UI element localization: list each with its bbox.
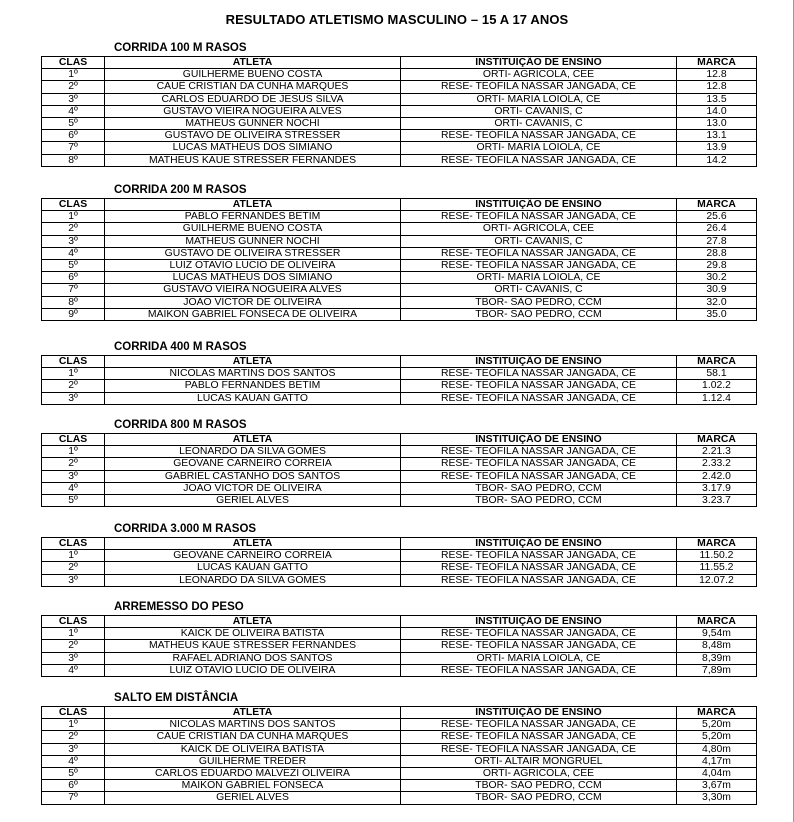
cell-marca: 2.33.2 <box>677 458 757 470</box>
results-table <box>41 706 757 805</box>
column-header-atleta: ATLETA <box>105 434 401 446</box>
cell-marca: 14.2 <box>677 154 757 166</box>
event-section <box>41 41 756 167</box>
cell-instituicao: TBOR- SÃO PEDRO, CCM <box>401 792 677 804</box>
table-row <box>42 235 757 247</box>
cell-clas: 3º <box>42 235 105 247</box>
cell-atleta: LUCAS KAUAN GATTO <box>105 562 401 574</box>
cell-instituicao: RESE- TEÓFILA NASSAR JANGADA, CE <box>401 470 677 482</box>
cell-atleta: LUIZ OTAVIO LUCIO DE OLIVEIRA <box>105 664 401 676</box>
table-row <box>42 550 757 562</box>
cell-clas: 6º <box>42 130 105 142</box>
results-table <box>41 56 757 167</box>
cell-clas: 3º <box>42 652 105 664</box>
cell-marca: 3.17.9 <box>677 482 757 494</box>
cell-clas: 6º <box>42 272 105 284</box>
cell-atleta: CAUÊ CRISTIAN DA CUNHA MARQUES <box>105 731 401 743</box>
cell-atleta: GUILHERME BUENO COSTA <box>105 69 401 81</box>
cell-marca: 8,48m <box>677 640 757 652</box>
cell-clas: 3º <box>42 93 105 105</box>
cell-clas: 2º <box>42 562 105 574</box>
cell-instituicao: ORTI- AGRICOLA, CEE <box>401 767 677 779</box>
cell-marca: 9,54m <box>677 628 757 640</box>
cell-marca: 8,39m <box>677 652 757 664</box>
cell-instituicao: RESE- TEÓFILA NASSAR JANGADA, CE <box>401 664 677 676</box>
table-header-row <box>42 616 757 628</box>
cell-clas: 6º <box>42 780 105 792</box>
cell-clas: 8º <box>42 296 105 308</box>
cell-clas: 1º <box>42 550 105 562</box>
table-row <box>42 792 757 804</box>
table-row <box>42 142 757 154</box>
results-table <box>41 615 757 677</box>
cell-marca: 1.02.2 <box>677 380 757 392</box>
event-section <box>41 522 756 587</box>
cell-marca: 13.0 <box>677 117 757 129</box>
event-title: CORRIDA 100 M RASOS <box>114 42 247 54</box>
table-row <box>42 719 757 731</box>
event-title: CORRIDA 200 M RASOS <box>114 184 247 196</box>
cell-instituicao: RESE- TEÓFILA NASSAR JANGADA, CE <box>401 743 677 755</box>
column-header-clas: CLAS <box>42 538 105 550</box>
cell-instituicao: ORTI- MARIA LOIOLA, CE <box>401 652 677 664</box>
event-section <box>41 183 756 321</box>
cell-marca: 25.6 <box>677 211 757 223</box>
table-row <box>42 154 757 166</box>
table-row <box>42 562 757 574</box>
cell-clas: 4º <box>42 247 105 259</box>
table-row <box>42 767 757 779</box>
cell-marca: 4,80m <box>677 743 757 755</box>
cell-clas: 3º <box>42 743 105 755</box>
column-header-clas: CLAS <box>42 356 105 368</box>
column-header-marca: MARCA <box>677 538 757 550</box>
cell-atleta: GUSTAVO VIEIRA NOGUEIRA ALVES <box>105 105 401 117</box>
cell-marca: 5,20m <box>677 731 757 743</box>
column-header-atleta: ATLETA <box>105 538 401 550</box>
cell-marca: 4,04m <box>677 767 757 779</box>
column-header-marca: MARCA <box>677 356 757 368</box>
table-row <box>42 470 757 482</box>
event-section <box>41 600 756 677</box>
cell-marca: 3.23.7 <box>677 494 757 506</box>
column-header-atleta: ATLETA <box>105 707 401 719</box>
cell-clas: 2º <box>42 380 105 392</box>
table-row <box>42 574 757 586</box>
results-table <box>41 355 757 405</box>
cell-clas: 9º <box>42 308 105 320</box>
cell-instituicao: RESE- TEÓFILA NASSAR JANGADA, CE <box>401 458 677 470</box>
column-header-atleta: ATLETA <box>105 356 401 368</box>
cell-clas: 2º <box>42 640 105 652</box>
column-header-atleta: ATLETA <box>105 616 401 628</box>
table-row <box>42 247 757 259</box>
cell-instituicao: RESE- TEÓFILA NASSAR JANGADA, CE <box>401 81 677 93</box>
cell-instituicao: ORTI- MARIA LOIOLA, CE <box>401 142 677 154</box>
cell-instituicao: TBOR- SÃO PEDRO, CCM <box>401 482 677 494</box>
cell-marca: 29.8 <box>677 259 757 271</box>
cell-marca: 2.21.3 <box>677 446 757 458</box>
cell-instituicao: ORTI- ALTAIR MONGRUEL <box>401 755 677 767</box>
table-row <box>42 93 757 105</box>
cell-instituicao: TBOR- SÃO PEDRO, CCM <box>401 296 677 308</box>
cell-marca: 11.55.2 <box>677 562 757 574</box>
cell-marca: 7,89m <box>677 664 757 676</box>
cell-atleta: NICOLAS MARTINS DOS SANTOS <box>105 368 401 380</box>
table-row <box>42 223 757 235</box>
column-header-clas: CLAS <box>42 199 105 211</box>
cell-marca: 28.8 <box>677 247 757 259</box>
cell-atleta: LUCAS MATHEUS DOS SIMIANO <box>105 142 401 154</box>
column-header-clas: CLAS <box>42 434 105 446</box>
cell-marca: 13.5 <box>677 93 757 105</box>
cell-clas: 3º <box>42 574 105 586</box>
cell-atleta: GERIEL ALVES <box>105 494 401 506</box>
cell-atleta: GUILHERME BUENO COSTA <box>105 223 401 235</box>
cell-instituicao: RESE- TEÓFILA NASSAR JANGADA, CE <box>401 368 677 380</box>
table-row <box>42 308 757 320</box>
cell-atleta: LEONARDO DA SILVA GOMES <box>105 446 401 458</box>
cell-instituicao: RESE- TEÓFILA NASSAR JANGADA, CE <box>401 130 677 142</box>
cell-instituicao: ORTI- CAVANIS, C <box>401 235 677 247</box>
cell-clas: 1º <box>42 628 105 640</box>
cell-marca: 12.07.2 <box>677 574 757 586</box>
cell-atleta: GEOVANE CARNEIRO CORREIA <box>105 550 401 562</box>
table-header-row <box>42 538 757 550</box>
table-row <box>42 368 757 380</box>
cell-instituicao: TBOR- SÃO PEDRO, CCM <box>401 494 677 506</box>
cell-instituicao: ORTI- AGRICOLA, CEE <box>401 69 677 81</box>
cell-atleta: MAIKON GABRIEL FONSECA <box>105 780 401 792</box>
cell-atleta: RAFAEL ADRIANO DOS SANTOS <box>105 652 401 664</box>
cell-clas: 5º <box>42 494 105 506</box>
table-header-row <box>42 434 757 446</box>
cell-instituicao: RESE- TEÓFILA NASSAR JANGADA, CE <box>401 392 677 404</box>
cell-atleta: LEONARDO DA SILVA GOMES <box>105 574 401 586</box>
results-table <box>41 433 757 507</box>
cell-clas: 5º <box>42 767 105 779</box>
cell-atleta: GUSTAVO VIEIRA NOGUEIRA ALVES <box>105 284 401 296</box>
cell-marca: 26.4 <box>677 223 757 235</box>
cell-clas: 5º <box>42 259 105 271</box>
table-row <box>42 628 757 640</box>
cell-clas: 1º <box>42 368 105 380</box>
cell-atleta: GUSTAVO DE OLIVEIRA STRESSER <box>105 247 401 259</box>
table-header-row <box>42 707 757 719</box>
cell-clas: 3º <box>42 470 105 482</box>
table-row <box>42 640 757 652</box>
document-title: RESULTADO ATLETISMO MASCULINO – 15 A 17 ANOS <box>225 12 569 27</box>
cell-atleta: KAICK DE OLIVEIRA BATISTA <box>105 628 401 640</box>
cell-marca: 5,20m <box>677 719 757 731</box>
column-header-marca: MARCA <box>677 434 757 446</box>
cell-instituicao: TBOR- SÃO PEDRO, CCM <box>401 308 677 320</box>
cell-marca: 2.42.0 <box>677 470 757 482</box>
cell-marca: 32.0 <box>677 296 757 308</box>
cell-clas: 7º <box>42 284 105 296</box>
cell-marca: 35.0 <box>677 308 757 320</box>
cell-atleta: LUCAS MATHEUS DOS SIMIANO <box>105 272 401 284</box>
table-header-row <box>42 199 757 211</box>
cell-instituicao: RESE- TEÓFILA NASSAR JANGADA, CE <box>401 719 677 731</box>
cell-clas: 1º <box>42 719 105 731</box>
cell-instituicao: RESE- TEÓFILA NASSAR JANGADA, CE <box>401 731 677 743</box>
results-table <box>41 537 757 587</box>
table-row <box>42 69 757 81</box>
cell-instituicao: RESE- TEÓFILA NASSAR JANGADA, CE <box>401 446 677 458</box>
cell-atleta: LUCAS KAUAN GATTO <box>105 392 401 404</box>
cell-clas: 2º <box>42 223 105 235</box>
event-title: CORRIDA 800 M RASOS <box>114 419 247 431</box>
cell-atleta: MATHEUS GUNNER NOCHI <box>105 117 401 129</box>
cell-clas: 4º <box>42 482 105 494</box>
cell-instituicao: RESE- TEÓFILA NASSAR JANGADA, CE <box>401 640 677 652</box>
column-header-marca: MARCA <box>677 57 757 69</box>
column-header-instituicao: INSTITUIÇÃO DE ENSINO <box>401 57 677 69</box>
cell-atleta: MATHEUS GUNNER NOCHI <box>105 235 401 247</box>
cell-marca: 12.8 <box>677 81 757 93</box>
cell-atleta: LUIZ OTAVIO LUCIO DE OLIVEIRA <box>105 259 401 271</box>
column-header-instituicao: INSTITUIÇÃO DE ENSINO <box>401 356 677 368</box>
cell-marca: 13.9 <box>677 142 757 154</box>
cell-clas: 2º <box>42 731 105 743</box>
cell-instituicao: ORTI- MARIA LOIOLA, CE <box>401 272 677 284</box>
cell-clas: 2º <box>42 81 105 93</box>
cell-atleta: MAIKON GABRIEL FONSECA DE OLIVEIRA <box>105 308 401 320</box>
table-row <box>42 652 757 664</box>
event-section <box>41 418 756 507</box>
event-section <box>41 691 756 805</box>
event-title: SALTO EM DISTÂNCIA <box>114 692 239 704</box>
cell-marca: 3,30m <box>677 792 757 804</box>
column-header-atleta: ATLETA <box>105 57 401 69</box>
cell-marca: 30.9 <box>677 284 757 296</box>
column-header-clas: CLAS <box>42 707 105 719</box>
column-header-clas: CLAS <box>42 616 105 628</box>
cell-instituicao: RESE- TEÓFILA NASSAR JANGADA, CE <box>401 628 677 640</box>
cell-instituicao: RESE- TEÓFILA NASSAR JANGADA, CE <box>401 154 677 166</box>
table-row <box>42 482 757 494</box>
table-header-row <box>42 57 757 69</box>
cell-clas: 4º <box>42 755 105 767</box>
cell-instituicao: RESE- TEÓFILA NASSAR JANGADA, CE <box>401 247 677 259</box>
cell-marca: 27.8 <box>677 235 757 247</box>
table-row <box>42 392 757 404</box>
cell-atleta: PABLO FERNANDES BETIM <box>105 211 401 223</box>
cell-marca: 30.2 <box>677 272 757 284</box>
table-row <box>42 259 757 271</box>
column-header-instituicao: INSTITUIÇÃO DE ENSINO <box>401 616 677 628</box>
column-header-atleta: ATLETA <box>105 199 401 211</box>
cell-marca: 13.1 <box>677 130 757 142</box>
cell-marca: 58.1 <box>677 368 757 380</box>
cell-instituicao: ORTI- CAVANIS, C <box>401 117 677 129</box>
cell-clas: 8º <box>42 154 105 166</box>
cell-instituicao: ORTI- CAVANIS, C <box>401 105 677 117</box>
cell-instituicao: RESE- TEÓFILA NASSAR JANGADA, CE <box>401 211 677 223</box>
cell-clas: 7º <box>42 142 105 154</box>
event-title: CORRIDA 3.000 M RASOS <box>114 523 257 535</box>
cell-instituicao: ORTI- AGRICOLA, CEE <box>401 223 677 235</box>
table-row <box>42 446 757 458</box>
cell-marca: 3,67m <box>677 780 757 792</box>
event-section <box>41 340 756 405</box>
cell-marca: 1.12.4 <box>677 392 757 404</box>
table-row <box>42 743 757 755</box>
column-header-marca: MARCA <box>677 707 757 719</box>
cell-atleta: GEOVANE CARNEIRO CORREIA <box>105 458 401 470</box>
cell-atleta: NICOLAS MARTINS DOS SANTOS <box>105 719 401 731</box>
results-table <box>41 198 757 321</box>
column-header-marca: MARCA <box>677 199 757 211</box>
cell-clas: 1º <box>42 446 105 458</box>
cell-atleta: GERIEL ALVES <box>105 792 401 804</box>
table-row <box>42 755 757 767</box>
cell-atleta: CAUÊ CRISTIAN DA CUNHA MARQUES <box>105 81 401 93</box>
table-row <box>42 494 757 506</box>
cell-atleta: JOÃO VICTOR DE OLIVEIRA <box>105 482 401 494</box>
cell-atleta: CARLOS EDUARDO DE JESUS SILVA <box>105 93 401 105</box>
column-header-instituicao: INSTITUIÇÃO DE ENSINO <box>401 538 677 550</box>
cell-clas: 1º <box>42 69 105 81</box>
cell-clas: 3º <box>42 392 105 404</box>
cell-instituicao: ORTI- CAVANIS, C <box>401 284 677 296</box>
table-row <box>42 284 757 296</box>
table-row <box>42 130 757 142</box>
cell-clas: 5º <box>42 117 105 129</box>
table-row <box>42 380 757 392</box>
table-row <box>42 731 757 743</box>
table-row <box>42 664 757 676</box>
column-header-instituicao: INSTITUIÇÃO DE ENSINO <box>401 707 677 719</box>
cell-marca: 14.0 <box>677 105 757 117</box>
cell-atleta: KAICK DE OLIVEIRA BATISTA <box>105 743 401 755</box>
cell-marca: 12.8 <box>677 69 757 81</box>
cell-atleta: GABRIEL CASTANHO DOS SANTOS <box>105 470 401 482</box>
cell-atleta: GUILHERME TREDER <box>105 755 401 767</box>
event-title: ARREMESSO DO PESO <box>114 601 244 613</box>
table-row <box>42 211 757 223</box>
column-header-marca: MARCA <box>677 616 757 628</box>
table-row <box>42 105 757 117</box>
event-title: CORRIDA 400 M RASOS <box>114 341 247 353</box>
table-row <box>42 272 757 284</box>
cell-instituicao: RESE- TEÓFILA NASSAR JANGADA, CE <box>401 574 677 586</box>
cell-atleta: PABLO FERNANDES BETIM <box>105 380 401 392</box>
column-header-instituicao: INSTITUIÇÃO DE ENSINO <box>401 434 677 446</box>
cell-atleta: CARLOS EDUARDO MALVEZI OLIVEIRA <box>105 767 401 779</box>
cell-instituicao: TBOR- SÃO PEDRO, CCM <box>401 780 677 792</box>
cell-marca: 4,17m <box>677 755 757 767</box>
column-header-clas: CLAS <box>42 57 105 69</box>
cell-instituicao: RESE- TEÓFILA NASSAR JANGADA, CE <box>401 550 677 562</box>
table-row <box>42 458 757 470</box>
cell-atleta: GUSTAVO DE OLIVEIRA STRESSER <box>105 130 401 142</box>
cell-atleta: JOÃO VICTOR DE OLIVEIRA <box>105 296 401 308</box>
cell-marca: 11.50.2 <box>677 550 757 562</box>
table-row <box>42 81 757 93</box>
cell-instituicao: RESE- TEÓFILA NASSAR JANGADA, CE <box>401 259 677 271</box>
cell-instituicao: RESE- TEÓFILA NASSAR JANGADA, CE <box>401 562 677 574</box>
table-header-row <box>42 356 757 368</box>
cell-clas: 4º <box>42 664 105 676</box>
cell-clas: 7º <box>42 792 105 804</box>
table-row <box>42 780 757 792</box>
table-row <box>42 117 757 129</box>
column-header-instituicao: INSTITUIÇÃO DE ENSINO <box>401 199 677 211</box>
cell-instituicao: RESE- TEÓFILA NASSAR JANGADA, CE <box>401 380 677 392</box>
table-row <box>42 296 757 308</box>
cell-atleta: MATHEUS KAUE STRESSER FERNANDES <box>105 640 401 652</box>
cell-instituicao: ORTI- MARIA LOIOLA, CE <box>401 93 677 105</box>
cell-atleta: MATHEUS KAUE STRESSER FERNANDES <box>105 154 401 166</box>
cell-clas: 4º <box>42 105 105 117</box>
cell-clas: 2º <box>42 458 105 470</box>
cell-clas: 1º <box>42 211 105 223</box>
